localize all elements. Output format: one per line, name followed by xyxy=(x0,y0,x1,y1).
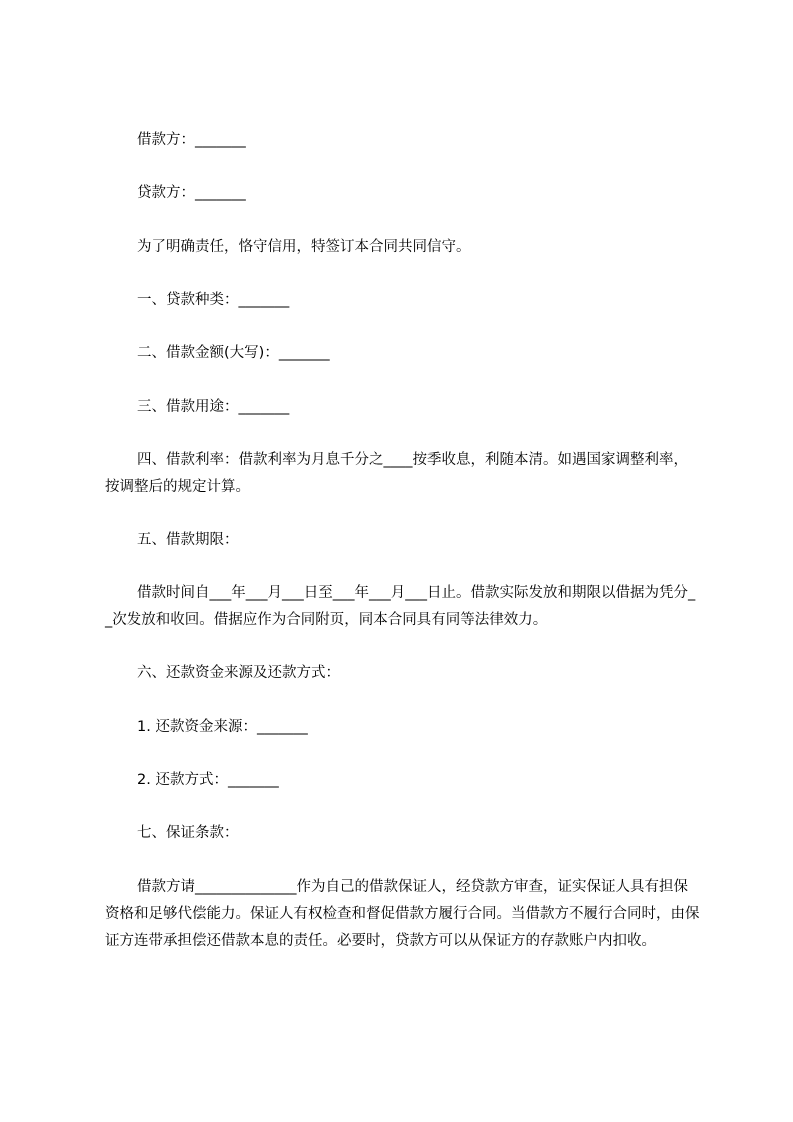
clause-guarantee-title: 七、保证条款： xyxy=(137,825,239,841)
clause-repayment-title: 六、还款资金来源及还款方式： xyxy=(137,665,340,681)
clause-repayment-method: 2. 还款方式：_______ xyxy=(137,772,279,788)
clause-loan-term-body: 借款时间自___年___月___日至___年___月___日止。借款实际发放和期限以借据为凭分__次发放和收回。借据应作为合同附页，同本合同具有同等法律效力。 xyxy=(105,585,696,628)
clause-loan-purpose: 三、借款用途：_______ xyxy=(137,399,290,415)
borrower-line: 借款方：_______ xyxy=(137,132,246,148)
clause-loan-term-title: 五、借款期限： xyxy=(137,532,239,548)
clause-guarantee-body: 借款方请______________作为自己的借款保证人，经贷款方审查，证实保证人具有担保资格和足够代偿能力。保证人有权检查和督促借款方履行合同。当借款方不履行合同时，由保证方连带承担偿还借款本息的责任。必要时，贷款方可以从保证方的存款账户内扣收。 xyxy=(105,879,700,949)
clause-interest-rate: 四、借款利率：借款利率为月息千分之____按季收息，利随本清。如遇国家调整利率，按调整后的规定计算。 xyxy=(105,452,688,495)
intro-paragraph: 为了明确责任，恪守信用，特签订本合同共同信守。 xyxy=(137,239,471,255)
clause-loan-amount: 二、借款金额(大写)：_______ xyxy=(137,345,330,361)
lender-line: 贷款方：_______ xyxy=(137,185,246,201)
clause-repayment-source: 1. 还款资金来源：_______ xyxy=(137,719,308,735)
clause-loan-type: 一、贷款种类：_______ xyxy=(137,292,290,308)
